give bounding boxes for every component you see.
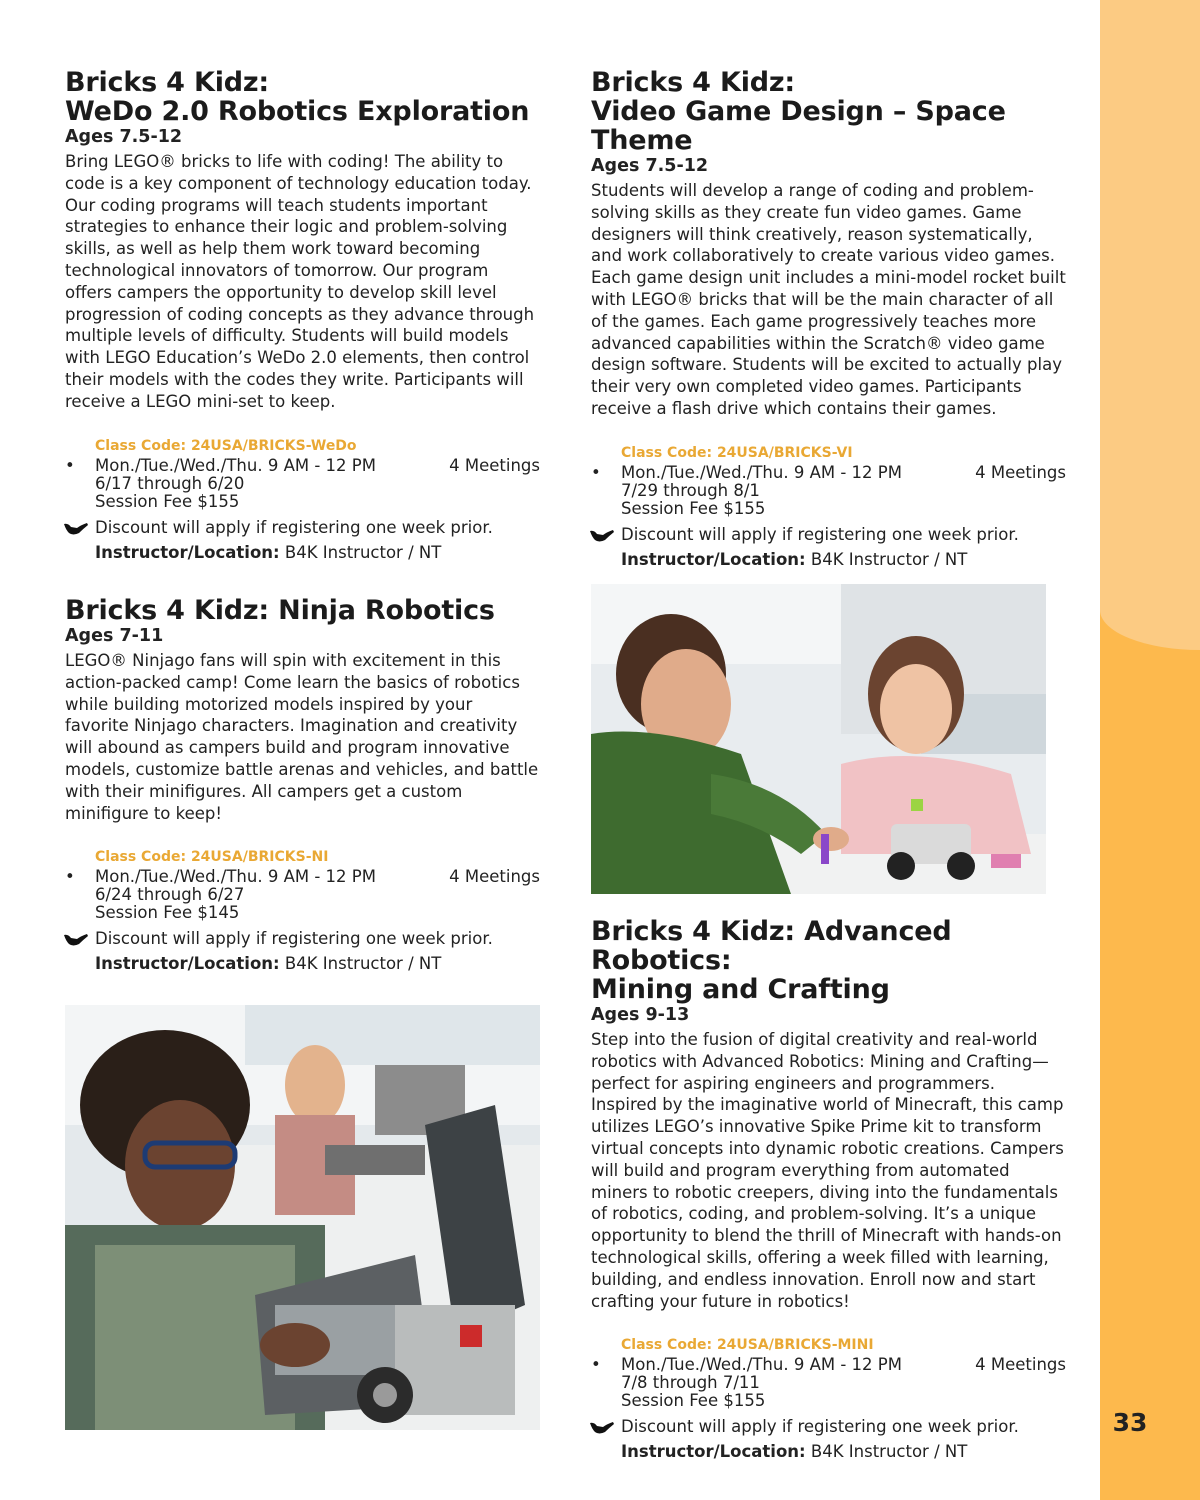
- bullet-icon: •: [591, 1355, 601, 1375]
- course-description: Step into the fusion of digital creativity and real-world robotics with Advanced Robotics: Mining and Crafting—perfect for aspiring engineers and programmers. Inspired by the imaginative world of Minecraft, this camp utilizes LEGO’s innovative Spike Prime kit to transform virtual concepts into dynamic robotic creations. Campers will build and program everything from automated miners to robotic creepers, diving into the fundamentals of robotics, coding, and problem-solving. It’s a unique opportunity to blend the thrill of Minecraft with hands-on technological skills, offering a week filled with learning, building, and endless innovation. Enroll now and start crafting your future in robotics!: [591, 1030, 1064, 1311]
- photo-boy-laptop: [65, 1005, 540, 1430]
- course-ages: Ages 7-11: [65, 626, 164, 646]
- schedule: • Mon./Tue./Wed./Thu. 9 AM - 12 PM 4 Meetings 7/8 through 7/11 Session Fee $155: [591, 1355, 1066, 1411]
- discount-note: Discount will apply if registering one week prior.: [591, 1416, 1066, 1438]
- course-description: LEGO® Ninjago fans will spin with excitement in this action-packed camp! Come learn the basics of robotics while building motorized models inspired by your favorite Ninjago characters. Imagination and creativity will abound as campers build and program innovative models, customize battle arenas and vehicles, and battle with their minifigures. All campers get a custom minifigure to keep!: [65, 651, 539, 823]
- course-ninja: [65, 596, 540, 975]
- class-code: Class Code: 24USA/BRICKS-WeDo: [95, 437, 357, 454]
- course-description: Bring LEGO® bricks to life with coding! The ability to code is a key component of technology education today. Our coding programs will teach students important strategies to enhance their logic and problem-solving skills, as well as help them work toward becoming technological innovators of tomorrow. Our program offers campers the opportunity to develop skill level progression of coding concepts as they advance through multiple levels of difficulty. Students will build models with LEGO Education’s WeDo 2.0 elements, then control their models with the codes they write. Participants will receive a LEGO mini-set to keep.: [65, 152, 535, 411]
- session-dates: 6/24 through 6/27: [95, 885, 245, 905]
- schedule: • Mon./Tue./Wed./Thu. 9 AM - 12 PM 4 Meetings 6/24 through 6/27 Session Fee $145: [65, 867, 540, 923]
- instructor-location: Instructor/Location: B4K Instructor / NT: [621, 1442, 968, 1462]
- session-fee: Session Fee $155: [621, 1391, 766, 1411]
- course-ages: Ages 9-13: [591, 1005, 690, 1025]
- sidebar-highlight: [1100, 0, 1200, 650]
- instructor-location: Instructor/Location: B4K Instructor / NT: [621, 549, 968, 569]
- course-video-game: [591, 68, 1066, 571]
- meetings-count: 4 Meetings: [975, 462, 1066, 482]
- session-fee: Session Fee $145: [95, 903, 240, 923]
- photo-kids-robot-illustration: [591, 584, 1046, 894]
- course-title: Bricks 4 Kidz: Video Game Design – Space Theme: [591, 67, 1006, 156]
- schedule: • Mon./Tue./Wed./Thu. 9 AM - 12 PM 4 Meetings 6/17 through 6/20 Session Fee $155: [65, 455, 540, 511]
- instructor-location: Instructor/Location: B4K Instructor / NT: [95, 954, 442, 974]
- course-title: Bricks 4 Kidz: Ninja Robotics: [65, 595, 495, 626]
- pointing-hand-icon: [63, 521, 89, 537]
- bullet-icon: •: [65, 455, 75, 475]
- photo-kids-robot: [591, 584, 1046, 894]
- course-advanced-robotics: [591, 917, 1066, 1463]
- discount-note: Discount will apply if registering one week prior.: [65, 928, 540, 950]
- session-fee: Session Fee $155: [621, 498, 766, 518]
- discount-note: Discount will apply if registering one week prior.: [591, 524, 1066, 546]
- bullet-icon: •: [65, 867, 75, 887]
- course-title: Bricks 4 Kidz: Advanced Robotics: Mining and Crafting: [591, 916, 952, 1005]
- course-wedo: [65, 68, 540, 564]
- meetings-count: 4 Meetings: [449, 455, 540, 475]
- course-description: Students will develop a range of coding and problem-solving skills as they create fun video games. Game designers will think creatively, reason systematically, and work collaboratively to create various video games. Each game design unit includes a mini-model rocket built with LEGO® bricks that will be the main character of all of the games. Each game progressively teaches more advanced capabilities within the Scratch® video game design software. Students will be excited to actually play their very own completed video games. Participants receive a flash drive which contains their games.: [591, 181, 1066, 418]
- class-code: Class Code: 24USA/BRICKS-VI: [621, 444, 853, 461]
- schedule: • Mon./Tue./Wed./Thu. 9 AM - 12 PM 4 Meetings 7/29 through 8/1 Session Fee $155: [591, 462, 1066, 518]
- meetings-count: 4 Meetings: [975, 1355, 1066, 1375]
- discount-note: Discount will apply if registering one week prior.: [65, 517, 540, 539]
- course-ages: Ages 7.5-12: [65, 127, 183, 147]
- photo-boy-laptop-illustration: [65, 1005, 540, 1430]
- pointing-hand-icon: [589, 1420, 615, 1436]
- bullet-icon: •: [591, 462, 601, 482]
- page-number: 33: [1112, 1408, 1148, 1437]
- course-ages: Ages 7.5-12: [591, 156, 709, 176]
- page-sidebar: [1100, 0, 1200, 1500]
- meetings-count: 4 Meetings: [449, 867, 540, 887]
- session-dates: 6/17 through 6/20: [95, 473, 245, 493]
- session-fee: Session Fee $155: [95, 491, 240, 511]
- pointing-hand-icon: [63, 932, 89, 948]
- session-dates: 7/8 through 7/11: [621, 1373, 760, 1393]
- class-code: Class Code: 24USA/BRICKS-NI: [95, 849, 329, 866]
- instructor-location: Instructor/Location: B4K Instructor / NT: [95, 542, 442, 562]
- session-dates: 7/29 through 8/1: [621, 480, 760, 500]
- class-code: Class Code: 24USA/BRICKS-MINI: [621, 1337, 874, 1354]
- pointing-hand-icon: [589, 528, 615, 544]
- course-title: Bricks 4 Kidz: WeDo 2.0 Robotics Exploration: [65, 67, 530, 127]
